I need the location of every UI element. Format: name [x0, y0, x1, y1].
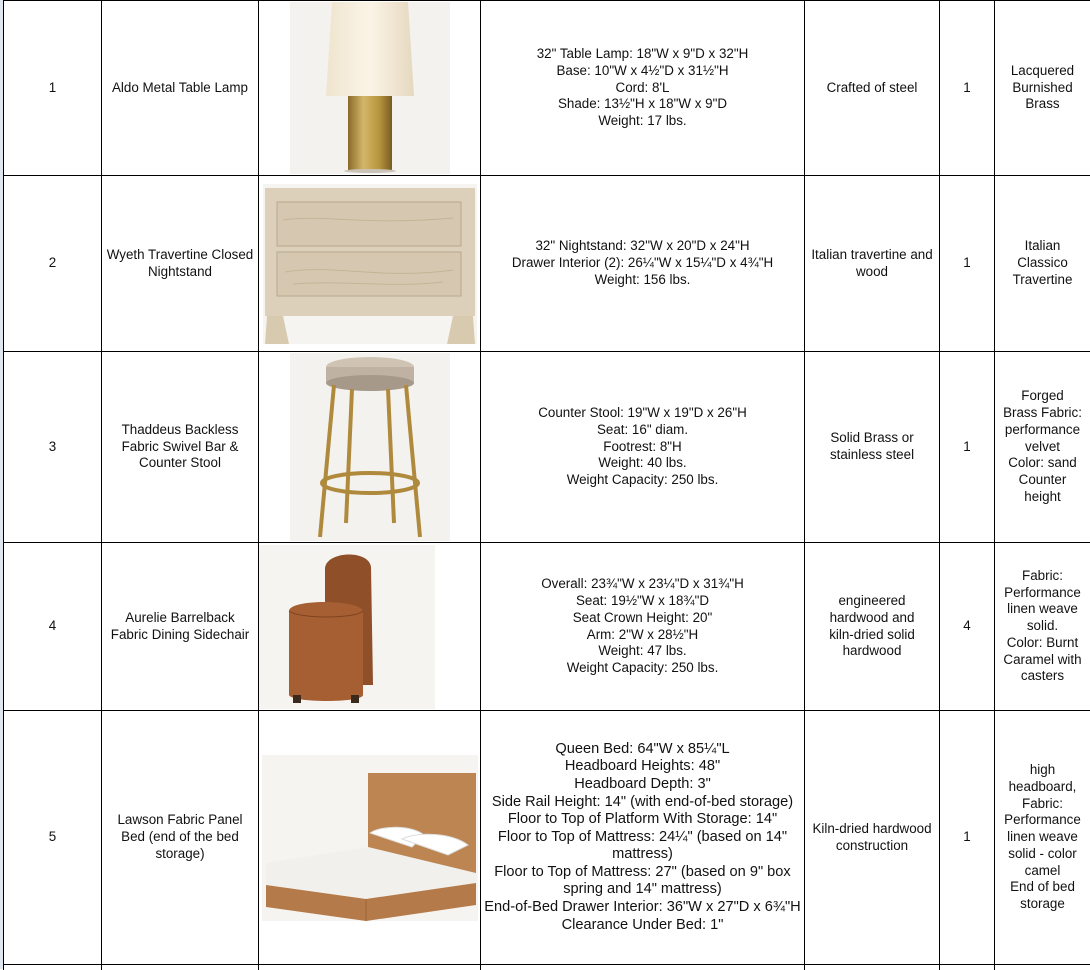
item-name: Wyeth Travertine Closed Nightstand — [102, 176, 259, 352]
panel-bed-image — [259, 711, 481, 965]
item-finish: Fabric: Performance linen weave solid. Color: Burnt Caramel with casters — [995, 543, 1090, 711]
item-dimensions: 32" Nightstand: 32"W x 20"D x 24"H Drawer Interior (2): 26¼"W x 15¼"D x 4¾"H Weight: 156 lbs. — [481, 176, 805, 352]
item-quantity: 4 — [940, 543, 995, 711]
item-number: 2 — [4, 176, 102, 352]
item-material: Solid Brass or stainless steel — [805, 352, 940, 543]
dining-chair-image — [259, 543, 481, 711]
table-row — [4, 543, 1090, 711]
item-quantity: 1 — [940, 352, 995, 543]
item-finish: Lacquered Burnished Brass — [995, 1, 1090, 176]
item-quantity: 1 — [940, 711, 995, 965]
item-quantity: 1 — [940, 176, 995, 352]
item-finish: Italian Classico Travertine — [995, 176, 1090, 352]
item-dimensions: Queen Bed: 64"W x 85¼"L Headboard Heights: 48" Headboard Depth: 3" Side Rail Height: 14" (with end-of-bed storage) Floor to Top of Platform With Storage: 14" Floor to Top of Mattress: 24¼" (based on 14" mattress) Floor to Top of Mattress: 27" (based on 9" box spring and 14" mattress) End-of-Bed Drawer Interior: 36"W x 27"D x 6¾"H Clearance Under Bed: 1" — [481, 711, 805, 965]
item-name: Aurelie Barrelback Fabric Dining Sidechair — [102, 543, 259, 711]
bar-stool-image — [259, 352, 481, 543]
item-material: Italian travertine and wood — [805, 176, 940, 352]
item-material: Kiln-dried hardwood construction — [805, 711, 940, 965]
item-number: 5 — [4, 711, 102, 965]
item-name: Thaddeus Backless Fabric Swivel Bar & Counter Stool — [102, 352, 259, 543]
table-row — [4, 176, 1090, 352]
item-name: Aldo Metal Table Lamp — [102, 1, 259, 176]
item-number: 3 — [4, 352, 102, 543]
item-material: Crafted of steel — [805, 1, 940, 176]
item-quantity: 1 — [940, 1, 995, 176]
item-finish: Forged Brass Fabric: performance velvet Color: sand Counter height — [995, 352, 1090, 543]
nightstand-image — [259, 176, 481, 352]
table-row — [4, 711, 1090, 965]
item-material: engineered hardwood and kiln-dried solid hardwood — [805, 543, 940, 711]
furniture-spec-table — [3, 0, 1090, 970]
table-lamp-image — [259, 1, 481, 176]
item-dimensions: Counter Stool: 19"W x 19"D x 26"H Seat: 16" diam. Footrest: 8"H Weight: 40 lbs. Weight Capacity: 250 lbs. — [481, 352, 805, 543]
item-name: Lawson Fabric Panel Bed (end of the bed storage) — [102, 711, 259, 965]
item-dimensions: 32" Table Lamp: 18"W x 9"D x 32"H Base: 10"W x 4½"D x 31½"H Cord: 8'L Shade: 13½"H x 18"W x 9"D Weight: 17 lbs. — [481, 1, 805, 176]
table-row — [4, 352, 1090, 543]
item-number: 4 — [4, 543, 102, 711]
item-dimensions: Overall: 23¾"W x 23¼"D x 31¾"H Seat: 19½"W x 18¾"D Seat Crown Height: 20" Arm: 2"W x 28½"H Weight: 47 lbs. Weight Capacity: 250 lbs. — [481, 543, 805, 711]
item-finish: high headboard, Fabric: Performance linen weave solid - color camel End of bed storage — [995, 711, 1090, 965]
item-number: 1 — [4, 1, 102, 176]
table-row — [4, 1, 1090, 176]
